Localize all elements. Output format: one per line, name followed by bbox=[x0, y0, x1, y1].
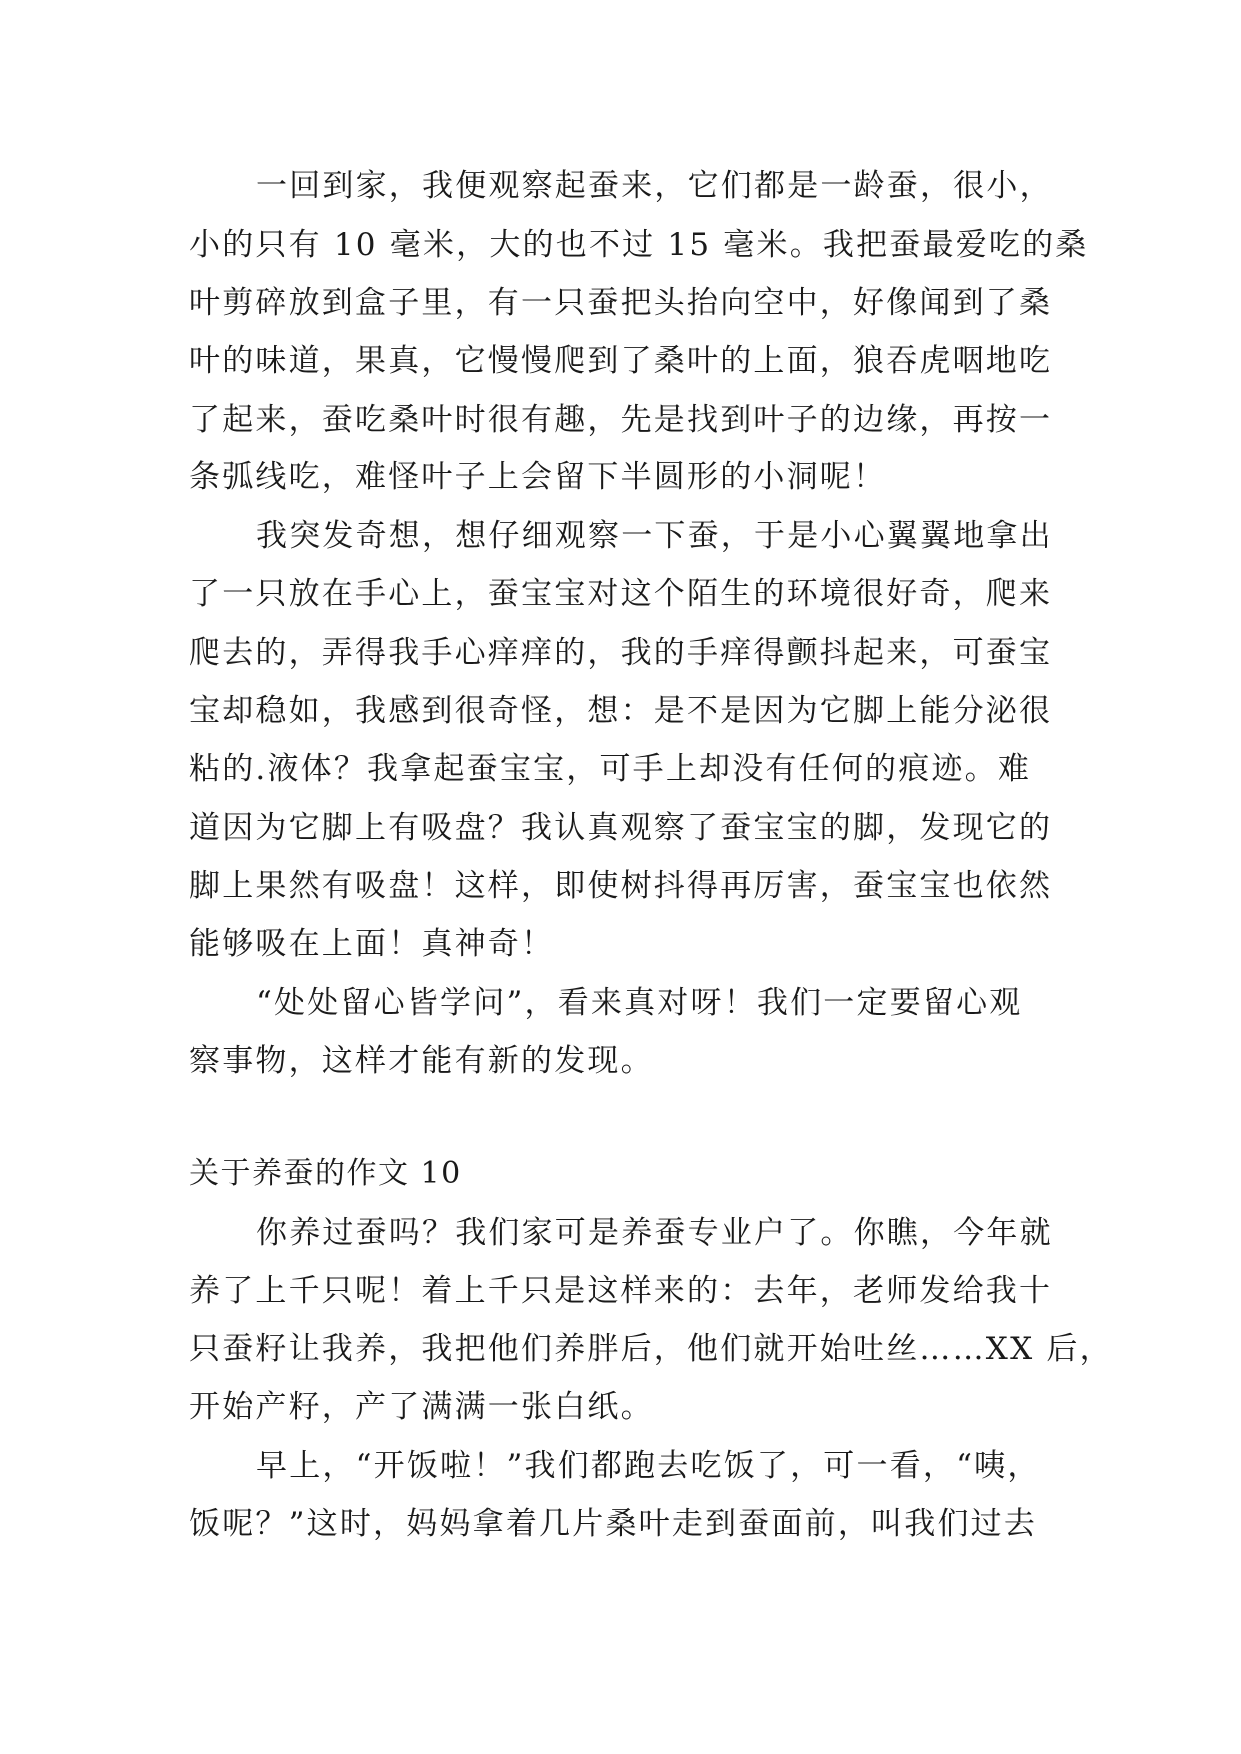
paragraph-1-line-2: 小的只有 10 毫米，大的也不过 15 毫米。我把蚕最爱吃的桑 bbox=[189, 227, 1089, 263]
paragraph-2-line-5: 粘的.液体？我拿起蚕宝宝，可手上却没有任何的痕迹。难 bbox=[189, 751, 1032, 787]
section-paragraph-1-line-1: 你养过蚕吗？我们家可是养蚕专业户了。你瞧，今年就 bbox=[256, 1215, 1053, 1251]
section-paragraph-1-line-2: 养了上千只呢！着上千只是这样来的：去年，老师发给我十 bbox=[189, 1273, 1053, 1309]
paragraph-2-line-1: 我突发奇想，想仔细观察一下蚕，于是小心翼翼地拿出 bbox=[256, 518, 1053, 554]
paragraph-1-line-3: 叶剪碎放到盒子里，有一只蚕把头抬向空中，好像闻到了桑 bbox=[189, 285, 1053, 321]
paragraph-3-line-2: 察事物，这样才能有新的发现。 bbox=[189, 1043, 654, 1079]
paragraph-2-line-6: 道因为它脚上有吸盘？我认真观察了蚕宝宝的脚，发现它的 bbox=[189, 810, 1053, 846]
section-paragraph-2-line-2: 饭呢？”这时，妈妈拿着几片桑叶走到蚕面前，叫我们过去 bbox=[189, 1506, 1038, 1542]
paragraph-1-line-4: 叶的味道，果真，它慢慢爬到了桑叶的上面，狼吞虎咽地吃 bbox=[189, 343, 1053, 379]
section-title: 关于养蚕的作文 10 bbox=[189, 1156, 462, 1191]
section-paragraph-2-line-1: 早上，“开饭啦！”我们都跑去吃饭了，可一看，“咦， bbox=[256, 1448, 1041, 1484]
paragraph-1-line-1: 一回到家，我便观察起蚕来，它们都是一龄蚕，很小， bbox=[256, 168, 1053, 204]
paragraph-2-line-4: 宝却稳如，我感到很奇怪，想：是不是因为它脚上能分泌很 bbox=[189, 693, 1053, 729]
section-paragraph-1-line-3: 只蚕籽让我养，我把他们养胖后，他们就开始吐丝……XX 后， bbox=[189, 1331, 1113, 1367]
paragraph-2-line-7: 脚上果然有吸盘！这样，即使树抖得再厉害，蚕宝宝也依然 bbox=[189, 868, 1053, 904]
paragraph-1-line-6: 条弧线吃，难怪叶子上会留下半圆形的小洞呢！ bbox=[189, 459, 887, 495]
paragraph-3-line-1: “处处留心皆学问”，看来真对呀！我们一定要留心观 bbox=[256, 985, 1023, 1021]
section-paragraph-1-line-4: 开始产籽，产了满满一张白纸。 bbox=[189, 1389, 654, 1425]
paragraph-2-line-8: 能够吸在上面！真神奇！ bbox=[189, 926, 555, 962]
paragraph-2-line-3: 爬去的，弄得我手心痒痒的，我的手痒得颤抖起来，可蚕宝 bbox=[189, 635, 1053, 671]
paragraph-2-line-2: 了一只放在手心上，蚕宝宝对这个陌生的环境很好奇，爬来 bbox=[189, 576, 1053, 612]
paragraph-1-line-5: 了起来，蚕吃桑叶时很有趣，先是找到叶子的边缘，再按一 bbox=[189, 402, 1053, 438]
